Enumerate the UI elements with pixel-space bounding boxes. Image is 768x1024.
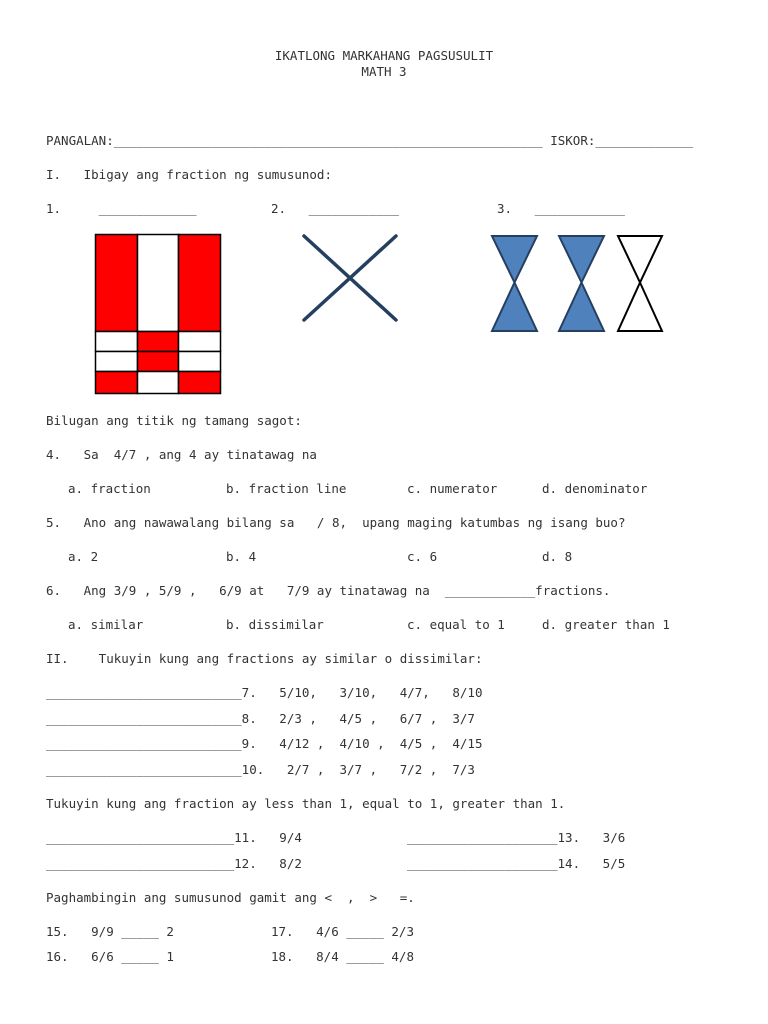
grid-cell bbox=[96, 352, 138, 372]
grid-cell bbox=[179, 235, 221, 332]
question-7: __________________________7. 5/10, 3/10, 4/7, 8/10 bbox=[46, 685, 483, 700]
question-1: 1. _____________ bbox=[46, 201, 197, 216]
question-18: 18. 8/4 _____ 4/8 bbox=[271, 949, 414, 964]
grid-cell bbox=[138, 372, 179, 394]
q5-choice-a: a. 2 bbox=[68, 549, 99, 564]
grid-cell bbox=[138, 332, 179, 352]
grid-cell bbox=[179, 372, 221, 394]
q4-choice-a: a. fraction bbox=[68, 481, 151, 496]
figure-3-hourglasses bbox=[486, 231, 668, 335]
q4-choice-d: d. denominator bbox=[542, 481, 648, 496]
question-12: _________________________12. 8/2 bbox=[46, 856, 302, 871]
q6-choice-a: a. similar bbox=[68, 617, 144, 632]
q5-choice-b: b. 4 bbox=[226, 549, 257, 564]
question-6: 6. Ang 3/9 , 5/9 , 6/9 at 7/9 ay tinatawag na ____________fractions. bbox=[46, 583, 611, 598]
question-2: 2. ____________ bbox=[271, 201, 399, 216]
grid-cell bbox=[179, 332, 221, 352]
grid-cell bbox=[179, 352, 221, 372]
q6-choice-b: b. dissimilar bbox=[226, 617, 324, 632]
question-11: _________________________11. 9/4 bbox=[46, 830, 302, 845]
question-5: 5. Ano ang nawawalang bilang sa / 8, upang maging katumbas ng isang buo? bbox=[46, 515, 626, 530]
question-9: __________________________9. 4/12 , 4/10 , 4/5 , 4/15 bbox=[46, 736, 483, 751]
hourglass-top-empty bbox=[618, 236, 662, 283]
grid-cell bbox=[138, 235, 179, 332]
hourglass-bottom-shaded bbox=[559, 283, 604, 332]
q6-choice-c: c. equal to 1 bbox=[407, 617, 505, 632]
grid-cell bbox=[96, 332, 138, 352]
q4-choice-b: b. fraction line bbox=[226, 481, 347, 496]
exam-subtitle: MATH 3 bbox=[361, 64, 407, 79]
hourglass-bottom-empty bbox=[618, 283, 662, 332]
q6-choice-d: d. greater than 1 bbox=[542, 617, 670, 632]
hourglass-top-shaded bbox=[559, 236, 604, 283]
section2-instruction: II. Tukuyin kung ang fractions ay similar o dissimilar: bbox=[46, 651, 483, 666]
hourglass-top-shaded bbox=[492, 236, 537, 283]
name-score-line: PANGALAN:_________________________________________________________ ISKOR:_____________ bbox=[46, 133, 694, 148]
section4-instruction: Paghambingin ang sumusunod gamit ang < , > =. bbox=[46, 890, 415, 905]
question-8: __________________________8. 2/3 , 4/5 , 6/7 , 3/7 bbox=[46, 711, 475, 726]
figure-1-grid bbox=[94, 233, 222, 395]
q5-choice-d: d. 8 bbox=[542, 549, 573, 564]
question-10: __________________________10. 2/7 , 3/7 , 7/2 , 7/3 bbox=[46, 762, 475, 777]
mc-instruction: Bilugan ang titik ng tamang sagot: bbox=[46, 413, 302, 428]
q4-choice-c: c. numerator bbox=[407, 481, 498, 496]
question-3: 3. ____________ bbox=[497, 201, 625, 216]
question-15: 15. 9/9 _____ 2 bbox=[46, 924, 174, 939]
q5-choice-c: c. 6 bbox=[407, 549, 438, 564]
question-4: 4. Sa 4/7 , ang 4 ay tinatawag na bbox=[46, 447, 317, 462]
figure-2-cross bbox=[298, 231, 402, 325]
section1-instruction: I. Ibigay ang fraction ng sumusunod: bbox=[46, 167, 332, 182]
grid-cell bbox=[96, 372, 138, 394]
question-16: 16. 6/6 _____ 1 bbox=[46, 949, 174, 964]
exam-title: IKATLONG MARKAHANG PAGSUSULIT bbox=[274, 48, 494, 63]
grid-cell bbox=[138, 352, 179, 372]
question-17: 17. 4/6 _____ 2/3 bbox=[271, 924, 414, 939]
hourglass-bottom-shaded bbox=[492, 283, 537, 332]
grid-cell bbox=[96, 235, 138, 332]
question-13: ____________________13. 3/6 bbox=[407, 830, 626, 845]
question-14: ____________________14. 5/5 bbox=[407, 856, 626, 871]
section3-instruction: Tukuyin kung ang fraction ay less than 1, equal to 1, greater than 1. bbox=[46, 796, 566, 811]
